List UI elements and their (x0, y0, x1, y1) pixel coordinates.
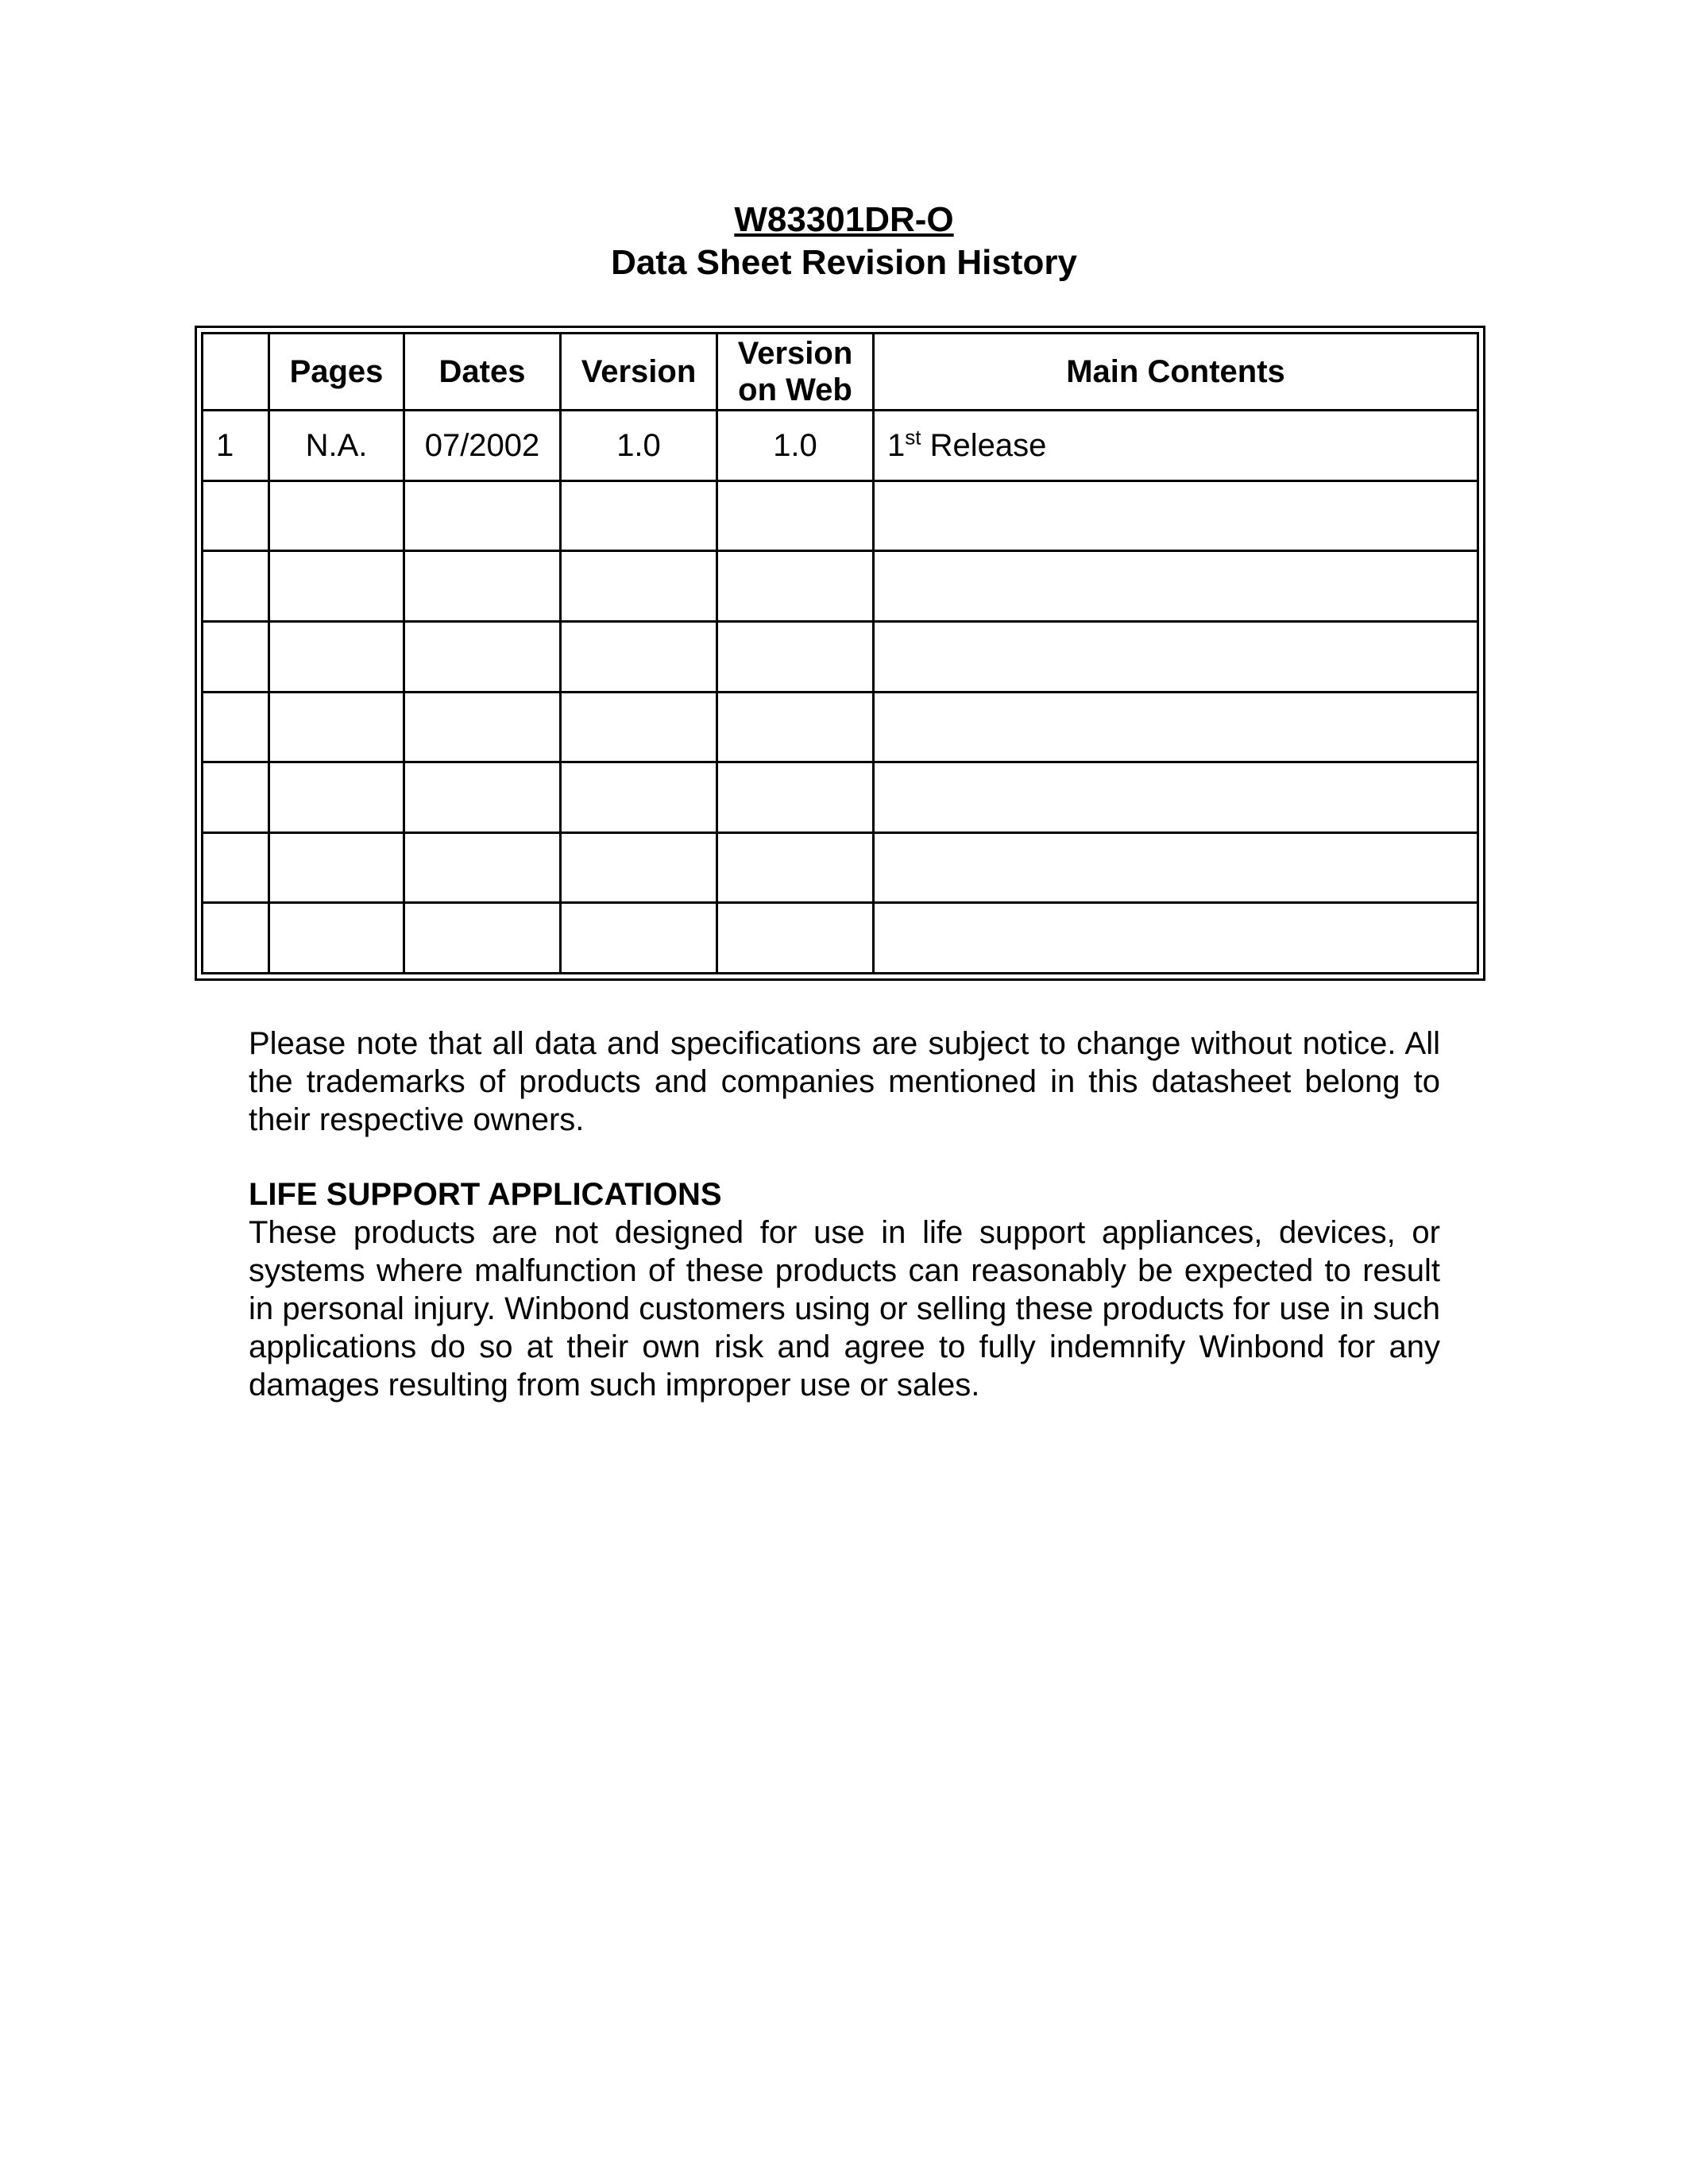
revision-history-table (201, 332, 1479, 974)
table-row-empty (203, 480, 1478, 551)
life-support-section (249, 1175, 1440, 1404)
main-contents-ordinal: st (905, 425, 921, 450)
table-row-empty (203, 551, 1478, 622)
notice-text: Please note that all data and specifications are subject to change without notice. All the trademarks of products and companies mentioned in this datasheet belong to their respective owners. (249, 1026, 1440, 1137)
header-pages: Pages (269, 334, 404, 411)
row-version-on-web: 1.0 (717, 411, 874, 481)
life-support-text: These products are not designed for use in life support appliances, devices, or systems where malfunction of these products can reasonably be expected to result in personal injury. Winbond customers using or selling these products for use in such applications do so at their own risk and agree to fully indemnify Winbond for any damages resulting from such improper use or sales. (249, 1215, 1440, 1403)
header-dates: Dates (404, 334, 561, 411)
header-version-on-web (717, 334, 874, 411)
table-header-row (203, 334, 1478, 411)
row-version: 1.0 (561, 411, 717, 481)
main-contents-text: Release (921, 427, 1047, 463)
part-number-title: W83301DR-O (734, 200, 954, 239)
life-support-heading: LIFE SUPPORT APPLICATIONS (249, 1177, 722, 1212)
table-row-empty (203, 903, 1478, 974)
row-pages: N.A. (269, 411, 404, 481)
header-index (203, 334, 269, 411)
table-row-empty (203, 832, 1478, 903)
notice-paragraph (249, 1024, 1440, 1139)
table-row-empty (203, 621, 1478, 692)
row-dates: 07/2002 (404, 411, 561, 481)
page-title: Data Sheet Revision History (611, 243, 1077, 282)
header-main-contents: Main Contents (874, 334, 1478, 411)
main-contents-number: 1 (887, 427, 906, 463)
row-main-contents (874, 411, 1478, 481)
row-number: 1 (203, 411, 269, 481)
header-version-on-web-line1: Version (737, 336, 853, 371)
table-row-empty (203, 692, 1478, 762)
table-row-empty (203, 762, 1478, 833)
revision-table-frame (195, 326, 1485, 981)
header-version: Version (561, 334, 717, 411)
header-version-on-web-line2: on Web (738, 372, 852, 407)
table-row (203, 411, 1478, 481)
